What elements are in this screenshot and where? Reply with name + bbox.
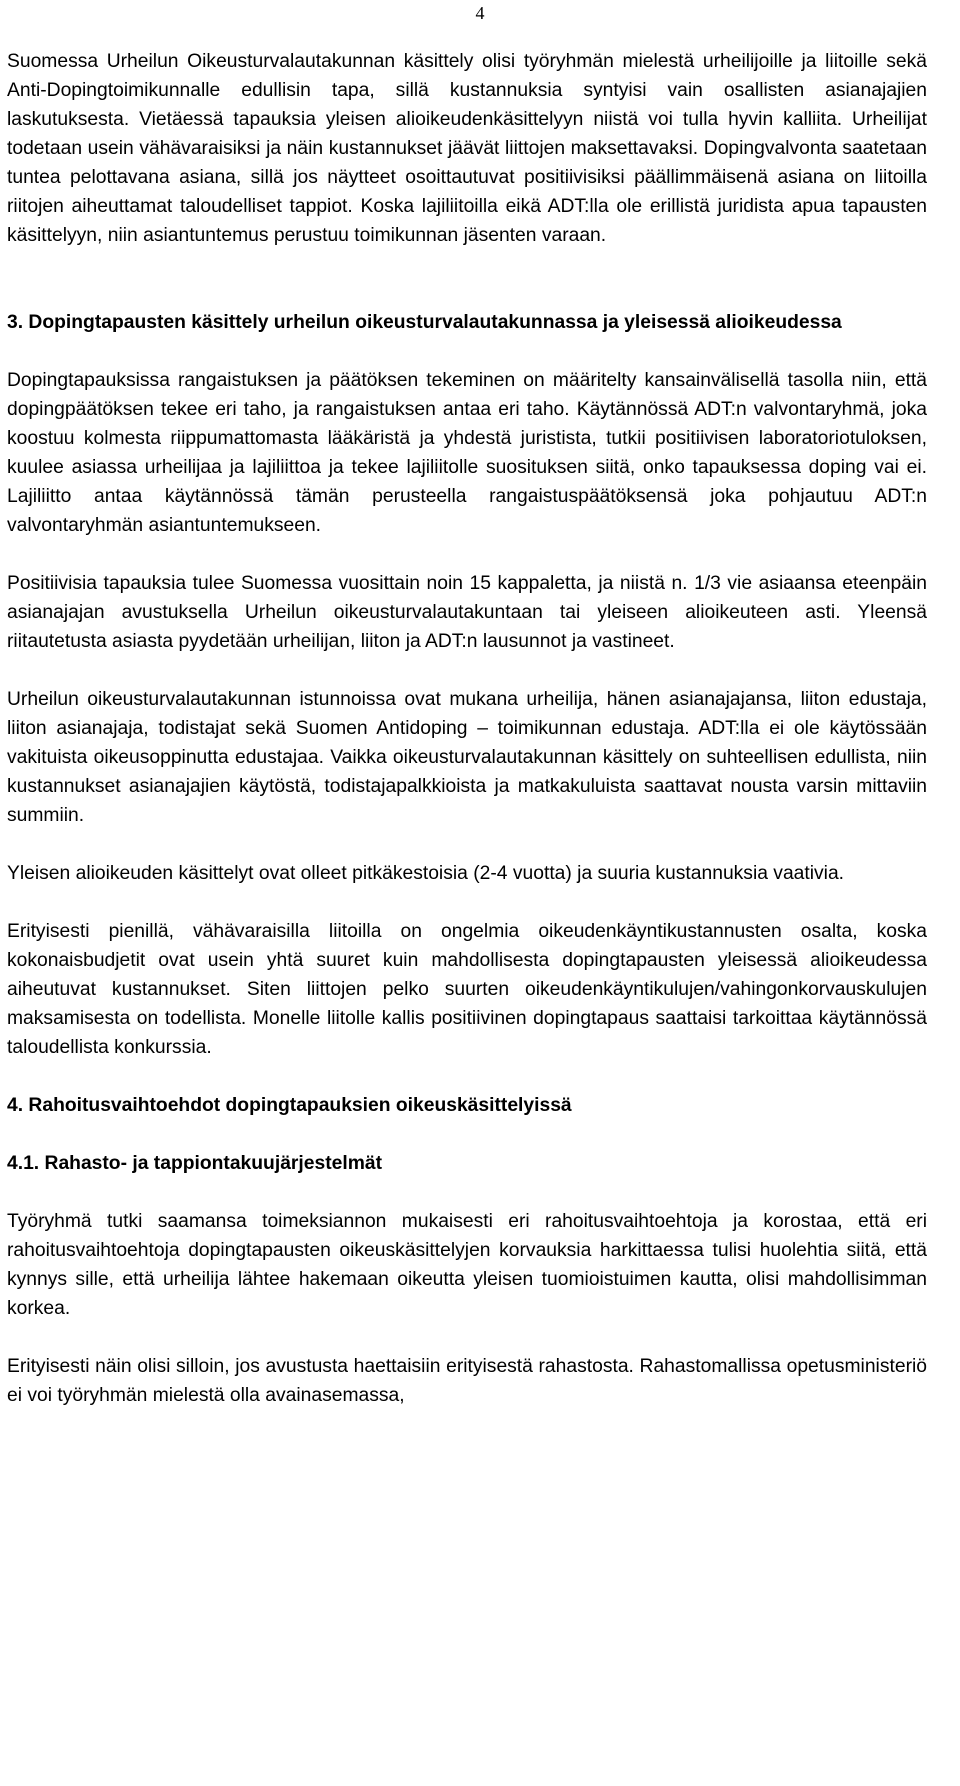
paragraph-ost-costs: Suomessa Urheilun Oikeusturvalautakunnan käsittely olisi työryhmän mielestä urheilijoille ja liitoille sekä Anti-Dopingtoimikunnalle edullisin tapa, sillä kustannuksia syntyisi vain osallisten asianajajien laskutuksesta. Vietäessä tapauksia yleisen alioikeudenkäsittelyyn niistä voi tulla hyvin kalliita. Urheilijat todetaan usein vähävaraisiksi ja näin kustannukset jäävät liittojen maksettavaksi. Dopingvalvonta saatetaan tuntea pelottavana asiana, sillä jos näytteet osoittautuvat positiivisiksi päällimmäisenä asiana on liitoilla riitojen aiheuttamat taloudelliset tappiot. Koska lajiliitoilla eikä ADT:lla ole erillistä juridista apua tapausten käsittelyyn, niin asiantuntemus perustuu toimikunnan jäsenten varaan. <box>7 51 927 246</box>
paragraph-hearings: Urheilun oikeusturvalautakunnan istunnoissa ovat mukana urheilija, hänen asianajajansa, liiton edustaja, liiton asianajaja, todistajat sekä Suomen Antidoping – toimikunnan edustaja. ADT:lla ei ole käytössään vakituista oikeusoppinutta edustajaa. Vaikka oikeusturvalautakunnan käsittely on suhteellisen edullista, niin kustannukset asianajajien käytöstä, todistajapalkkioista ja matkakuluista saattavat nousta varsin mittaviin summiin. <box>7 689 927 826</box>
document-body <box>7 47 927 1410</box>
subsection-heading-4-1: 4.1. Rahasto- ja tappiontakuujärjestelmät <box>7 1153 383 1174</box>
paragraph-fund-model: Erityisesti näin olisi silloin, jos avustusta haettaisiin erityisestä rahastosta. Rahastomallissa opetusministeriö ei voi työryhmän mielestä olla avainasemassa, <box>7 1356 927 1406</box>
paragraph-funding-options: Työryhmä tutki saamansa toimeksiannon mukaisesti eri rahoitusvaihtoehtoja ja korostaa, että eri rahoitusvaihtoehtoja dopingtapausten oikeuskäsittelyjen korvauksia harkittaessa tulisi huolehtia siitä, että kynnys sille, että urheilija lähtee hakemaan oikeutta yleisen tuomioistuimen kautta, olisi mahdollisimman korkea. <box>7 1211 927 1319</box>
paragraph-decision-process: Dopingtapauksissa rangaistuksen ja päätöksen tekeminen on määritelty kansainvälisellä tasolla niin, että dopingpäätöksen tekee eri taho, ja rangaistuksen antaa eri taho. Käytännössä ADT:n valvontaryhmä, joka koostuu kolmesta riippumattomasta lääkäristä ja yhdestä juristista, tutkii positiivisen laboratoriotuloksen, kuulee asiassa urheilijaa ja lajiliittoa ja tekee lajiliitolle suosituksen siitä, onko tapauksessa doping vai ei. Lajiliitto antaa käytännössä tämän perusteella rangaistuspäätöksensä joka pohjautuu ADT:n valvontaryhmän asiantuntemukseen. <box>7 370 927 536</box>
section-heading-3: 3. Dopingtapausten käsittely urheilun oikeusturvalautakunnassa ja yleisessä alioikeudessa <box>7 312 842 333</box>
paragraph-district-court: Yleisen alioikeuden käsittelyt ovat olleet pitkäkestoisia (2-4 vuotta) ja suuria kustannuksia vaativia. <box>7 863 845 884</box>
section-heading-4: 4. Rahoitusvaihtoehdot dopingtapauksien oikeuskäsittelyissä <box>7 1095 572 1116</box>
page-number: 4 <box>475 3 485 23</box>
paragraph-small-federations: Erityisesti pienillä, vähävaraisilla liitoilla on ongelmia oikeudenkäyntikustannusten osalta, koska kokonaisbudjetit ovat usein yhtä suuret kuin mahdollisesta dopingtapausten yleisessä alioikeudessa aiheutuvat kustannukset. Siten liittojen pelko suurten oikeudenkäyntikulujen/vahingonkorvauskulujen maksamisesta on todellista. Monelle liitolle kallis positiivinen dopingtapaus saattaisi tarkoittaa käytännössä taloudellista konkurssia. <box>7 921 927 1058</box>
paragraph-positive-cases: Positiivisia tapauksia tulee Suomessa vuosittain noin 15 kappaletta, ja niistä n. 1/3 vie asiaansa eteenpäin asianajajan avustuksella Urheilun oikeusturvalautakuntaan tai yleiseen alioikeuteen asti. Yleensä riitautetusta asiasta pyydetään urheilijan, liiton ja ADT:n lausunnot ja vastineet. <box>7 573 927 652</box>
